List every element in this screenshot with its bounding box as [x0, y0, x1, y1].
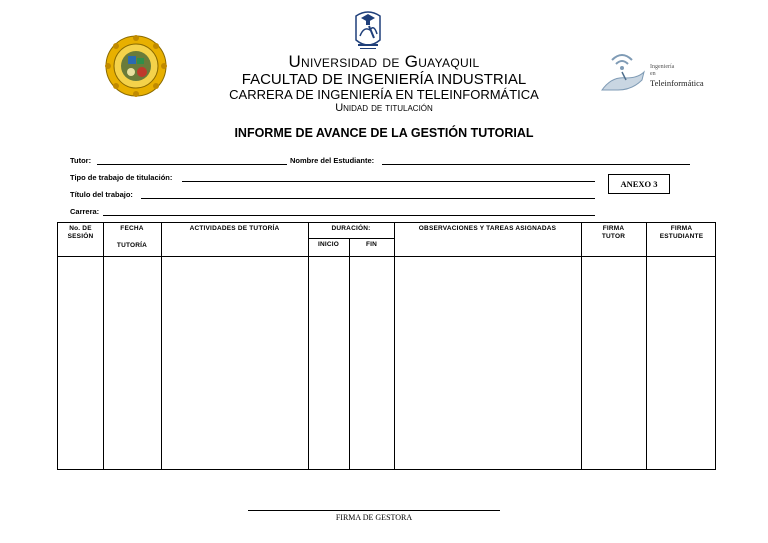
work-title-field[interactable]	[141, 198, 595, 199]
annex-badge: ANEXO 3	[608, 174, 670, 194]
header-date-bottom: TUTORÍA	[116, 242, 148, 249]
tutor-field[interactable]	[97, 164, 287, 165]
header-activities: ACTIVIDADES DE TUTORÍA	[189, 225, 280, 232]
signature-label: FIRMA DE GESTORA	[335, 513, 413, 522]
header-start: INICIO	[317, 241, 340, 248]
header-duration: DURACIÓN:	[331, 225, 371, 232]
career-field[interactable]	[103, 215, 595, 216]
header-end: FIN	[365, 241, 378, 248]
header-observations: OBSERVACIONES Y TAREAS ASIGNADAS	[418, 225, 557, 232]
signature-line	[248, 510, 500, 511]
work-type-label: Tipo de trabajo de titulación:	[70, 173, 173, 182]
work-type-field[interactable]	[182, 181, 595, 182]
student-name-field[interactable]	[382, 164, 690, 165]
logo-text-line2: en	[650, 70, 656, 77]
header-student-signature: FIRMA ESTUDIANTE	[659, 225, 704, 240]
header-tutor-signature: FIRMA TUTOR	[601, 225, 626, 240]
work-title-label: Título del trabajo:	[70, 190, 133, 199]
header-session: No. DE SESIÓN	[67, 225, 94, 240]
university-name: Universidad de Guayaquil	[288, 52, 480, 71]
logo-text-line3: Teleinformática	[650, 78, 704, 88]
tutor-label: Tutor:	[70, 156, 92, 165]
tutorial-log-table	[57, 222, 716, 470]
header-date-top: FECHA	[120, 225, 144, 232]
career-label: Carrera:	[70, 207, 100, 216]
logo-text-line1: Ingeniería	[650, 64, 675, 70]
student-name-label: Nombre del Estudiante:	[290, 156, 375, 165]
university-crest-icon	[350, 6, 386, 54]
career-name: CARRERA DE INGENIERÍA EN TELEINFORMÁTICA	[229, 87, 539, 102]
unit-name: Unidad de titulación	[335, 102, 433, 114]
document-title: INFORME DE AVANCE DE LA GESTIÓN TUTORIAL	[234, 126, 534, 140]
faculty-name: FACULTAD DE INGENIERÍA INDUSTRIAL	[241, 71, 527, 88]
